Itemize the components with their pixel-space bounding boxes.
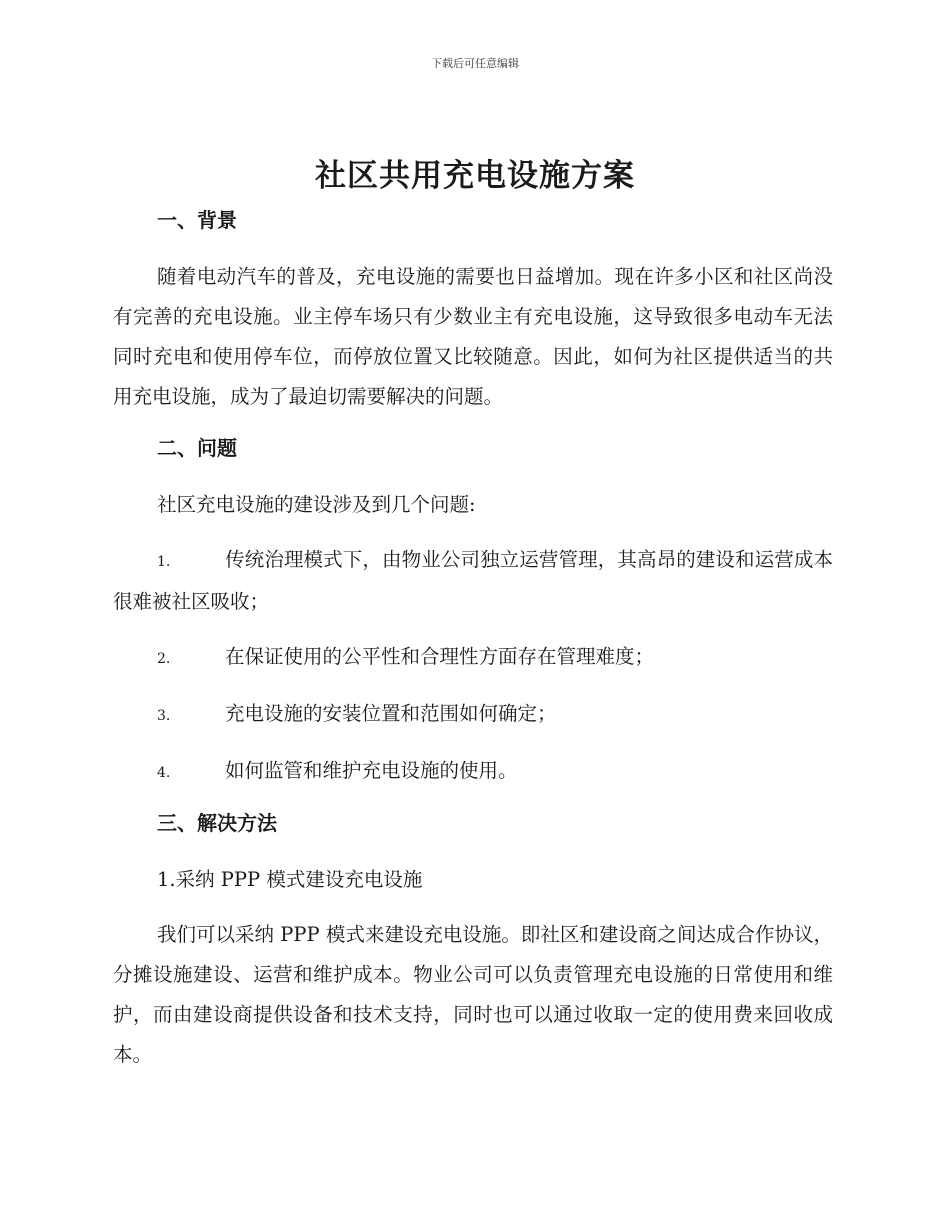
- problems-intro: 社区充电设施的建设涉及到几个问题:: [157, 493, 476, 516]
- problem-item-2: [113, 637, 833, 679]
- section-heading-problems: 二、问题: [157, 436, 237, 460]
- problem-item-3: [113, 694, 833, 736]
- list-number: 2.: [157, 651, 171, 667]
- header-note: 下载后可任意编辑: [431, 57, 519, 70]
- document-body: [113, 205, 833, 1075]
- list-number: 4.: [157, 765, 171, 781]
- list-text: 如何监管和维护充电设施的使用。: [225, 759, 518, 782]
- list-text: 传统治理模式下，由物业公司独立运营管理，其高昂的建设和运营成本很难被社区吸收；: [113, 548, 833, 613]
- list-number: 1.: [157, 554, 171, 570]
- problem-item-4: [113, 751, 833, 793]
- list-text: 充电设施的安装位置和范围如何确定；: [225, 702, 557, 725]
- solution-paragraph: 我们可以采纳 PPP 模式来建设充电设施。即社区和建设商之间达成合作协议，分摊设施建设、运营和维护成本。物业公司可以负责管理充电设施的日常使用和维护，而由建设商提供设备和技术支持，同时也可以通过收取一定的使用费来回收成本。: [113, 923, 833, 1066]
- list-text: 在保证使用的公平性和合理性方面存在管理难度；: [225, 645, 655, 668]
- solution-subheading-1: 1.采纳 PPP 模式建设充电设施: [157, 868, 423, 891]
- list-number: 3.: [157, 708, 171, 724]
- background-paragraph: 随着电动汽车的普及，充电设施的需要也日益增加。现在许多小区和社区尚没有完善的充电设施。业主停车场只有少数业主有充电设施，这导致很多电动车无法同时充电和使用停车位，而停放位置又比较随意。因此，如何为社区提供适当的共用充电设施，成为了最迫切需要解决的问题。: [113, 265, 833, 408]
- document-title: 社区共用充电设施方案: [315, 158, 635, 194]
- section-heading-background: 一、背景: [157, 208, 237, 232]
- problem-item-1: [113, 540, 833, 622]
- section-heading-solutions: 三、解决方法: [157, 811, 277, 835]
